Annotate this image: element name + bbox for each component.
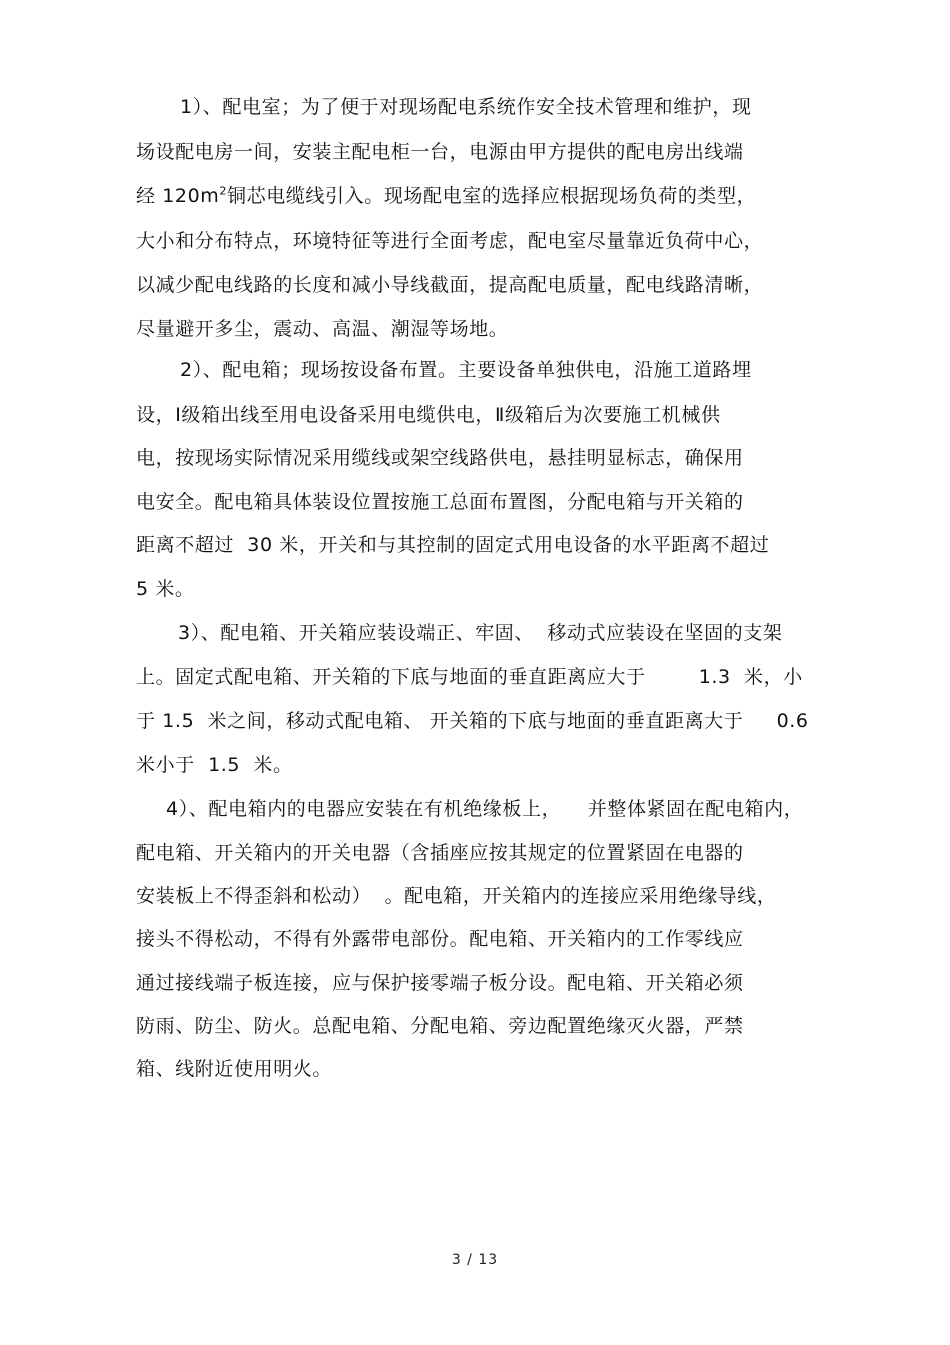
text-segment: 铜芯电缆线引入。现场配电室的选择应根据现场负荷的类型， [227,185,757,207]
text-line: 3）、配电箱、开关箱应装设端正、牢固、 移动式应装设在坚固的支架 [178,622,783,644]
text-line: 安装板上不得歪斜和松动） 。配电箱，开关箱内的连接应采用绝缘导线， [136,885,777,907]
text-line: 防雨、防尘、防火。总配电箱、分配电箱、旁边配置绝缘灭火器，严禁 [136,1015,744,1037]
text-line: 距离不超过 30 米，开关和与其控制的固定式用电设备的水平距离不超过 [136,534,770,556]
text-line: 设，Ⅰ级箱出线至用电设备采用电缆供电，Ⅱ级箱后为次要施工机械供 [136,404,721,426]
text-line: 4）、配电箱内的电器应安装在有机绝缘板上， 并整体紧固在配电箱内， [166,798,804,820]
text-line: 接头不得松动，不得有外露带电部份。配电箱、开关箱内的工作零线应 [136,928,744,950]
text-line: 通过接线端子板连接，应与保护接零端子板分设。配电箱、开关箱必须 [136,972,744,994]
superscript: 2 [219,184,228,198]
text-line: 5 米。 [136,578,195,600]
text-line: 场设配电房一间，安装主配电柜一台，电源由甲方提供的配电房出线端 [136,141,744,163]
text-line: 2）、配电箱；现场按设备布置。主要设备单独供电，沿施工道路埋 [180,359,752,381]
text-line: 尽量避开多尘，震动、高温、潮湿等场地。 [136,318,509,340]
text-line: 米小于 1.5 米。 [136,754,293,776]
text-line: 配电箱、开关箱内的开关电器（含插座应按其规定的位置紧固在电器的 [136,842,744,864]
text-line: 1）、配电室；为了便于对现场配电系统作安全技术管理和维护，现 [180,96,752,118]
text-line [136,183,756,209]
text-line: 箱、线附近使用明火。 [136,1058,333,1080]
text-line: 上。固定式配电箱、开关箱的下底与地面的垂直距离应大于 1.3 米，小 [136,666,803,688]
text-line: 于 1.5 米之间，移动式配电箱、 开关箱的下底与地面的垂直距离大于 0.6 [136,710,809,732]
text-line: 电安全。配电箱具体装设位置按施工总面布置图，分配电箱与开关箱的 [136,491,744,513]
text-line: 以减少配电线路的长度和减小导线截面，提高配电质量，配电线路清晰， [136,274,764,296]
text-line: 大小和分布特点，环境特征等进行全面考虑，配电室尽量靠近负荷中心， [136,230,764,252]
page-number: 3 / 13 [451,1252,499,1268]
text-line: 电，按现场实际情况采用缆线或架空线路供电，悬挂明显标志，确保用 [136,447,744,469]
text-segment: 经 120m [136,185,220,207]
